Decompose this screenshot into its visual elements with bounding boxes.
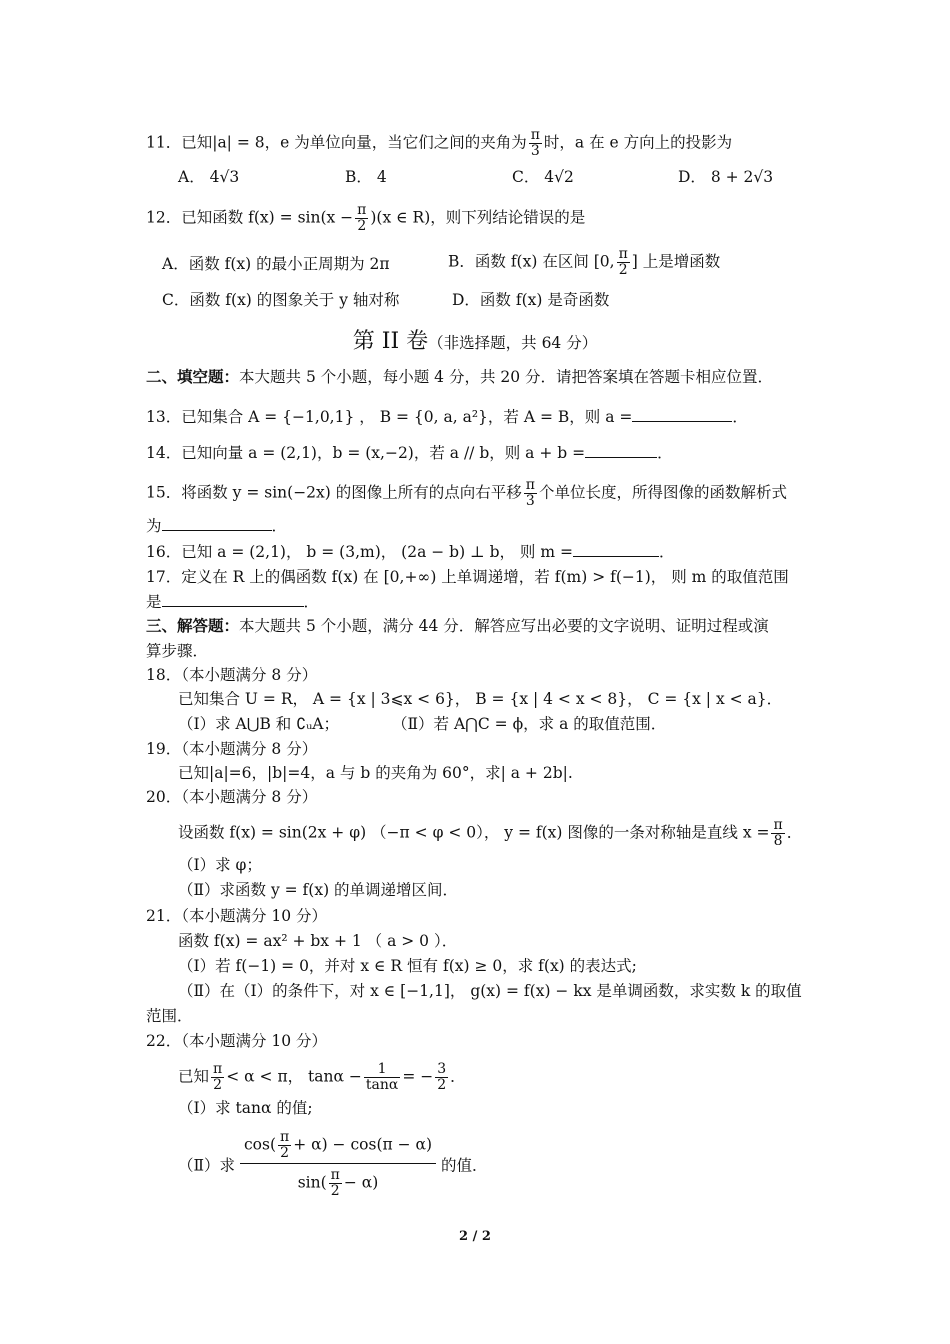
q22-part1: （Ⅰ）求 tanα 的值;	[178, 1099, 313, 1117]
part3-heading-line2: 算步骤．	[146, 642, 209, 660]
q17-line1: 17．定义在 R 上的偶函数 f(x) 在 [0,+∞) 上单调递增，若 f(m) > f(−1)， 则 m 的取值范围	[146, 568, 789, 586]
q16: 16．已知 a = (2,1)， b = (3,m)， (2a − b) ⊥ b， 则 m = ．	[146, 540, 674, 563]
answer-blank	[632, 405, 732, 422]
q15-line1: 15．将函数 y = sin(−2x) 的图像上所有的点向右平移 $\frac{\pi}{3}$ 个单位长度，所得图像的函数解析式	[146, 477, 787, 509]
q11-option-c: C． 4√2	[512, 168, 574, 186]
fraction: $\frac{1}{\tan\alpha}$	[365, 1061, 399, 1093]
fraction: $\frac{\pi}{2}$	[213, 1061, 223, 1093]
section-title: 第 II 卷（非选择题，共 64 分）	[352, 329, 598, 354]
q21-part2-cont: 范围．	[146, 1007, 193, 1025]
q21-part2: （Ⅱ）在（Ⅰ）的条件下，对 x ∈ [−1,1]， g(x) = f(x) − kx 是单调函数，求实数 k 的取值	[178, 982, 802, 1000]
q19-head: 19．（本小题满分 8 分）	[146, 740, 318, 758]
q11-option-b: B． 4	[345, 168, 387, 186]
q17-line2: 是 ．	[146, 590, 319, 613]
q12-option-c: C．函数 f(x) 的图象关于 y 轴对称	[162, 291, 400, 309]
q20-head: 20．（本小题满分 8 分）	[146, 788, 318, 806]
q11-stem: 11．已知|a| = 8，e 为单位向量，当它们之间的夹角为 $\frac{\pi}{3}$ 时，a 在 e 方向上的投影为	[146, 127, 733, 159]
fraction: $\frac{\pi}{2}$	[618, 246, 628, 278]
fraction: $\frac{\pi}{2}$	[357, 202, 367, 234]
fraction: $\frac{\pi}{3}$	[525, 477, 535, 509]
q11-option-a: A． 4√3	[178, 168, 240, 186]
q13: 13．已知集合 A = {−1,0,1} ， B = {0, a, a²}，若 A = B，则 a = ．	[146, 405, 748, 428]
fraction: $\frac{\pi}{2}$	[330, 1167, 340, 1199]
part2-heading: 二、填空题：本大题共 5 个小题，每小题 4 分，共 20 分．请把答案填在答题卡相应位置．	[146, 367, 774, 386]
q12-stem: 12．已知函数 f(x) = sin(x − $\frac{\pi}{2}$ )(x ∈ R)，则下列结论错误的是	[146, 202, 586, 234]
answer-blank	[162, 590, 304, 607]
q15-line2: 为 ．	[146, 514, 287, 537]
q18-part2: （Ⅱ）若 A⋂C = ϕ，求 a 的取值范围．	[392, 715, 667, 733]
q21-given: 函数 f(x) = ax² + bx + 1 （ a > 0 ）．	[178, 932, 458, 950]
big-fraction	[240, 1130, 436, 1199]
q21-part1: （Ⅰ）若 f(−1) = 0，并对 x ∈ R 恒有 f(x) ≥ 0，求 f(x) 的表达式;	[178, 957, 637, 975]
q12-option-b: B．函数 f(x) 在区间 [0, $\frac{\pi}{2}$ ] 上是增函数	[448, 246, 721, 278]
q22-part2: （Ⅱ）求 cos( $\frac{\pi}{2}$ + α) − cos(π − α) sin( $\frac{\pi}{2}$ − α) 的值．	[178, 1129, 488, 1199]
q20-part2: （Ⅱ）求函数 y = f(x) 的单调递增区间．	[178, 881, 459, 899]
q18-part1: （Ⅰ）求 A⋃B 和 ∁ᵤA；	[178, 715, 339, 733]
q20-part1: （Ⅰ）求 φ；	[178, 856, 262, 874]
q18-head: 18．（本小题满分 8 分）	[146, 666, 318, 684]
fraction: $\frac{3}{2}$	[437, 1061, 447, 1093]
fraction: $\frac{\pi}{2}$	[280, 1129, 290, 1161]
answer-blank	[573, 540, 659, 557]
q21-head: 21．（本小题满分 10 分）	[146, 907, 328, 925]
q22-head: 22．（本小题满分 10 分）	[146, 1032, 328, 1050]
fraction: $\frac{\pi}{3}$	[530, 127, 540, 159]
q20-given: 设函数 f(x) = sin(2x + φ) （−π < φ < 0）， y = f(x) 图像的一条对称轴是直线 x = $\frac{\pi}{8}$ ．	[178, 817, 803, 849]
answer-blank	[162, 514, 272, 531]
part3-heading: 三、解答题：本大题共 5 个小题，满分 44 分．解答应写出必要的文字说明、证明过程或演	[146, 616, 769, 635]
q11-option-d: D． 8 + 2√3	[678, 168, 774, 186]
q12-option-d: D．函数 f(x) 是奇函数	[452, 291, 610, 309]
answer-blank	[585, 441, 657, 458]
q12-option-a: A．函数 f(x) 的最小正周期为 2π	[162, 255, 390, 273]
q14: 14．已知向量 a = (2,1)，b = (x,−2)，若 a // b，则 a + b = ．	[146, 441, 673, 464]
q22-given: 已知 $\frac{\pi}{2}$ < α < π， tanα − $\frac{1}{\tan\alpha}$ = − $\frac{3}{2}$ ．	[178, 1061, 466, 1093]
q19-given: 已知|a|=6，|b|=4，a 与 b 的夹角为 60°，求| a + 2b|.	[178, 764, 573, 782]
fraction: $\frac{\pi}{8}$	[773, 817, 783, 849]
page-number: 2 / 2	[459, 1229, 491, 1244]
fraction-numerator: cos( $\frac{\pi}{2}$ + α) − cos(π − α)	[240, 1130, 436, 1164]
fraction-denominator: sin( $\frac{\pi}{2}$ − α)	[297, 1167, 379, 1199]
q18-given: 已知集合 U = R， A = {x | 3⩽x < 6}， B = {x | 4 < x < 8}， C = {x | x < a}．	[178, 690, 783, 708]
